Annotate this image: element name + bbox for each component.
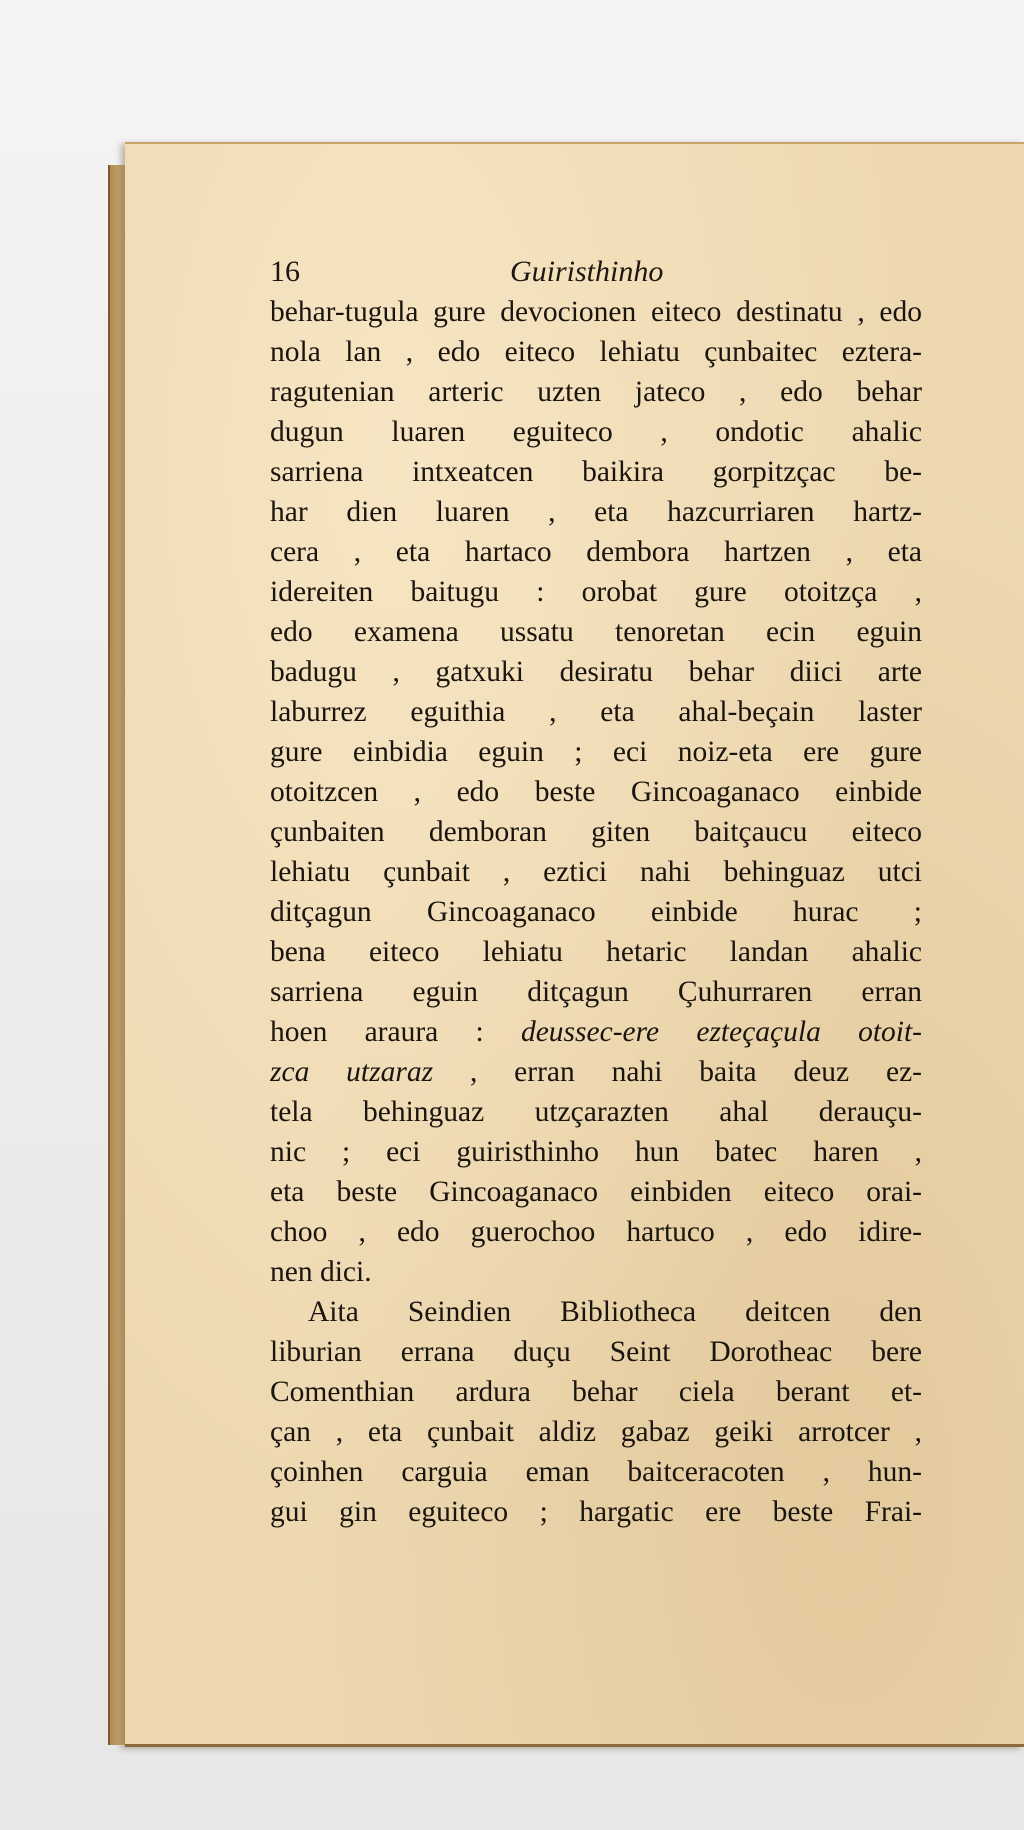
text-line: eta beste Gincoaganaco einbiden eiteco orai- [270, 1176, 922, 1208]
text-line: bena eiteco lehiatu hetaric landan ahalic [270, 936, 922, 968]
text-line: laburrez eguithia , eta ahal-beçain laster [270, 696, 922, 728]
text-line: cera , eta hartaco dembora hartzen , eta [270, 536, 922, 568]
text-line: tela behinguaz utzçarazten ahal derauçu- [270, 1096, 922, 1128]
text-line: liburian errana duçu Seint Dorotheac bere [270, 1336, 922, 1368]
page-number: 16 [270, 255, 300, 288]
text-line: çoinhen carguia eman baitceracoten , hun- [270, 1456, 922, 1488]
text-line: Comenthian ardura behar ciela berant et- [270, 1376, 922, 1408]
text-line: har dien luaren , eta hazcurriaren hartz- [270, 496, 922, 528]
text-line: çunbaiten demboran giten baitçaucu eiteco [270, 816, 922, 848]
text-line: lehiatu çunbait , eztici nahi behinguaz utci [270, 856, 922, 888]
text-line: gure einbidia eguin ; eci noiz-eta ere gure [270, 736, 922, 768]
text-line: idereiten baitugu : orobat gure otoitzça , [270, 576, 922, 608]
text-line-with-quote: zca utzaraz , erran nahi baita deuz ez- [270, 1056, 922, 1088]
text-line-with-quote: hoen araura : deussec-ere ezteçaçula otoit- [270, 1016, 922, 1048]
text-line: sarriena eguin ditçagun Çuhurraren erran [270, 976, 922, 1008]
text-line: nic ; eci guiristhinho hun batec haren , [270, 1136, 922, 1168]
text-line: Aita Seindien Bibliotheca deitcen den [308, 1296, 922, 1328]
text-line: nen dici. [270, 1256, 372, 1288]
text-line: gui gin eguiteco ; hargatic ere beste Frai- [270, 1496, 922, 1528]
text-line: edo examena ussatu tenoretan ecin eguin [270, 616, 922, 648]
text-line: choo , edo guerochoo hartuco , edo idire- [270, 1216, 922, 1248]
text-line: ditçagun Gincoaganaco einbide hurac ; [270, 896, 922, 928]
page-text [270, 292, 922, 1532]
quoted-text: deussec-ere ezteçaçula otoit- [520, 1016, 922, 1048]
text-line: sarriena intxeatcen baikira gorpitzçac be- [270, 456, 922, 488]
quoted-text: zca utzaraz [270, 1056, 434, 1088]
text-line: behar-tugula gure devocionen eiteco destinatu , edo [270, 296, 922, 328]
text-line: badugu , gatxuki desiratu behar diici arte [270, 656, 922, 688]
page-header [270, 252, 870, 292]
text-line: ragutenian arteric uzten jateco , edo behar [270, 376, 922, 408]
text-line: dugun luaren eguiteco , ondotic ahalic [270, 416, 922, 448]
running-title: Guiristhinho [510, 255, 664, 288]
text-line: otoitzcen , edo beste Gincoaganaco einbide [270, 776, 922, 808]
text-line: çan , eta çunbait aldiz gabaz geiki arrotcer , [270, 1416, 922, 1448]
text-line: nola lan , edo eiteco lehiatu çunbaitec eztera- [270, 336, 922, 368]
